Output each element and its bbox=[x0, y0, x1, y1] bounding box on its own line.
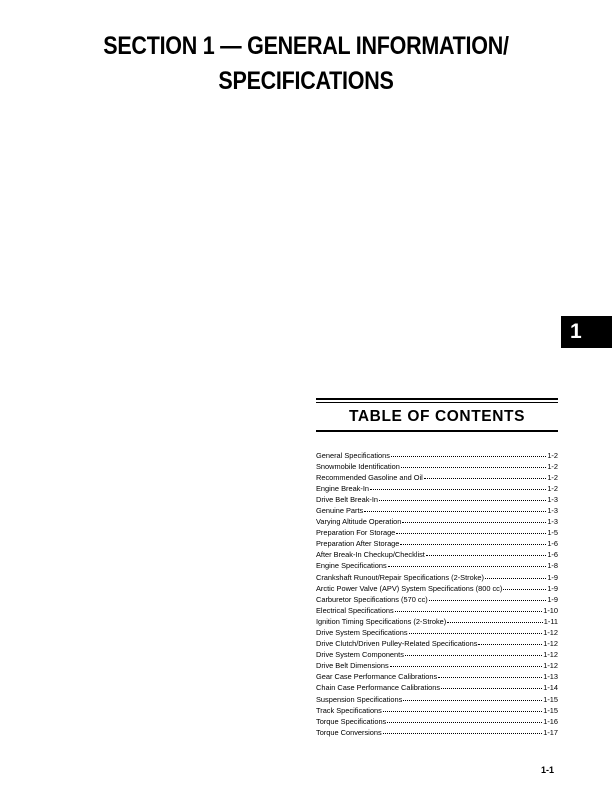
toc-entry[interactable] bbox=[316, 727, 558, 738]
toc-entry-leader bbox=[396, 526, 546, 534]
toc-entry-page: 1-16 bbox=[543, 716, 558, 726]
toc-entry-label: Drive Belt Break-In bbox=[316, 494, 379, 504]
toc-entry-label: Arctic Power Valve (APV) System Specifications (800 cc) bbox=[316, 583, 503, 593]
toc-entry-page: 1-2 bbox=[547, 472, 558, 482]
toc-entry-label: Drive Clutch/Driven Pulley-Related Specifications bbox=[316, 639, 478, 649]
toc-entry-leader bbox=[402, 515, 546, 523]
toc-entry-label: Genuine Parts bbox=[316, 505, 364, 515]
toc-entry-page: 1-6 bbox=[547, 539, 558, 549]
toc-entry-label: Ignition Timing Specifications (2-Stroke) bbox=[316, 616, 447, 626]
toc-entry-leader bbox=[426, 548, 546, 556]
toc-entry-page: 1-8 bbox=[547, 561, 558, 571]
toc-entry-leader bbox=[405, 648, 542, 656]
toc-top-rule bbox=[316, 398, 558, 400]
toc-entry-label: Torque Conversions bbox=[316, 727, 382, 737]
toc-entry-leader bbox=[485, 571, 546, 579]
toc-entry-leader bbox=[400, 537, 546, 545]
toc-entry-label: Carburetor Specifications (570 cc) bbox=[316, 594, 428, 604]
toc-entry-page: 1-13 bbox=[543, 672, 558, 682]
toc-entry-leader bbox=[447, 615, 543, 623]
toc-entry-page: 1-9 bbox=[547, 583, 558, 593]
toc-entry-label: After Break-In Checkup/Checklist bbox=[316, 550, 425, 560]
toc-entry-label: Drive System Components bbox=[316, 650, 404, 660]
toc-top-rule-thin bbox=[316, 402, 558, 403]
toc-entry-leader bbox=[401, 460, 547, 468]
toc-entry-leader bbox=[478, 637, 542, 645]
toc-entry-page: 1-11 bbox=[543, 616, 558, 626]
toc-heading-rule bbox=[316, 430, 558, 432]
toc-entry-label: Drive System Specifications bbox=[316, 628, 408, 637]
toc-entry-leader bbox=[387, 715, 542, 723]
toc-entry-leader bbox=[441, 681, 542, 689]
toc-entry-leader bbox=[379, 493, 546, 501]
toc-entry-page: 1-2 bbox=[547, 450, 558, 460]
toc-entry-page: 1-9 bbox=[547, 594, 558, 604]
toc-entry-page: 1-9 bbox=[547, 572, 558, 582]
toc-entry-leader bbox=[390, 659, 543, 667]
toc-entry-leader bbox=[391, 449, 546, 457]
toc-entry-label: General Specifications bbox=[316, 450, 390, 460]
table-of-contents bbox=[316, 398, 558, 754]
toc-entry-page: 1-3 bbox=[547, 505, 558, 515]
toc-entry-leader bbox=[429, 593, 547, 601]
section-tab-number: 1 bbox=[570, 320, 582, 343]
toc-list bbox=[316, 450, 558, 738]
toc-entry-label: Track Specifications bbox=[316, 705, 382, 715]
section-title-line2: SPECIFICATIONS bbox=[218, 67, 394, 95]
toc-entry-leader bbox=[383, 704, 542, 712]
toc-entry-leader bbox=[370, 482, 546, 490]
toc-entry-label: Snowmobile Identification bbox=[316, 461, 400, 471]
toc-entry-label: Preparation After Storage bbox=[316, 539, 400, 549]
toc-entry-leader bbox=[383, 726, 542, 734]
toc-entry-page: 1-6 bbox=[547, 550, 558, 560]
toc-entry-label: Gear Case Performance Calibrations bbox=[316, 672, 438, 682]
toc-entry-page: 1-5 bbox=[547, 528, 558, 538]
toc-entry-label: Recommended Gasoline and Oil bbox=[316, 472, 423, 482]
toc-entry-leader bbox=[409, 626, 543, 634]
toc-entry-page: 1-12 bbox=[543, 661, 558, 671]
toc-entry-leader bbox=[503, 582, 546, 590]
toc-entry-page: 1-15 bbox=[543, 694, 558, 704]
toc-entry-label: Engine Break-In bbox=[316, 483, 369, 493]
section-title-line1: SECTION 1 — GENERAL INFORMATION/ bbox=[103, 32, 509, 60]
page-number: 1-1 bbox=[541, 765, 555, 775]
section-tab bbox=[561, 316, 612, 348]
toc-entry-label: Electrical Specifications bbox=[316, 605, 394, 615]
toc-entry-page: 1-12 bbox=[543, 628, 558, 637]
toc-entry-leader bbox=[364, 504, 546, 512]
toc-entry-label: Chain Case Performance Calibrations bbox=[316, 683, 441, 693]
toc-entry-leader bbox=[388, 559, 547, 567]
toc-entry-leader bbox=[424, 471, 547, 479]
toc-entry-page: 1-2 bbox=[547, 461, 558, 471]
toc-entry-label: Torque Specifications bbox=[316, 716, 387, 726]
toc-entry-label: Engine Specifications bbox=[316, 561, 387, 571]
toc-entry-page: 1-15 bbox=[543, 705, 558, 715]
toc-entry-label: Drive Belt Dimensions bbox=[316, 661, 389, 671]
toc-entry-leader bbox=[403, 693, 542, 701]
toc-entry-page: 1-3 bbox=[547, 494, 558, 504]
toc-entry-page: 1-17 bbox=[543, 727, 558, 737]
toc-entry-leader bbox=[395, 604, 543, 612]
toc-entry-page: 1-12 bbox=[543, 650, 558, 660]
toc-entry-label: Suspension Specifications bbox=[316, 694, 403, 704]
toc-entry-page: 1-12 bbox=[543, 639, 558, 649]
toc-entry-label: Varying Altitude Operation bbox=[316, 517, 402, 527]
toc-entry-label: Crankshaft Runout/Repair Specifications (2-Stroke) bbox=[316, 572, 485, 582]
toc-entry-page: 1-14 bbox=[543, 683, 558, 693]
toc-entry-label: Preparation For Storage bbox=[316, 528, 396, 538]
toc-heading: TABLE OF CONTENTS bbox=[348, 408, 526, 425]
toc-entry-page: 1-2 bbox=[547, 483, 558, 493]
toc-entry-leader bbox=[438, 670, 542, 678]
toc-entry-page: 1-3 bbox=[547, 517, 558, 527]
toc-entry-page: 1-10 bbox=[543, 605, 558, 615]
